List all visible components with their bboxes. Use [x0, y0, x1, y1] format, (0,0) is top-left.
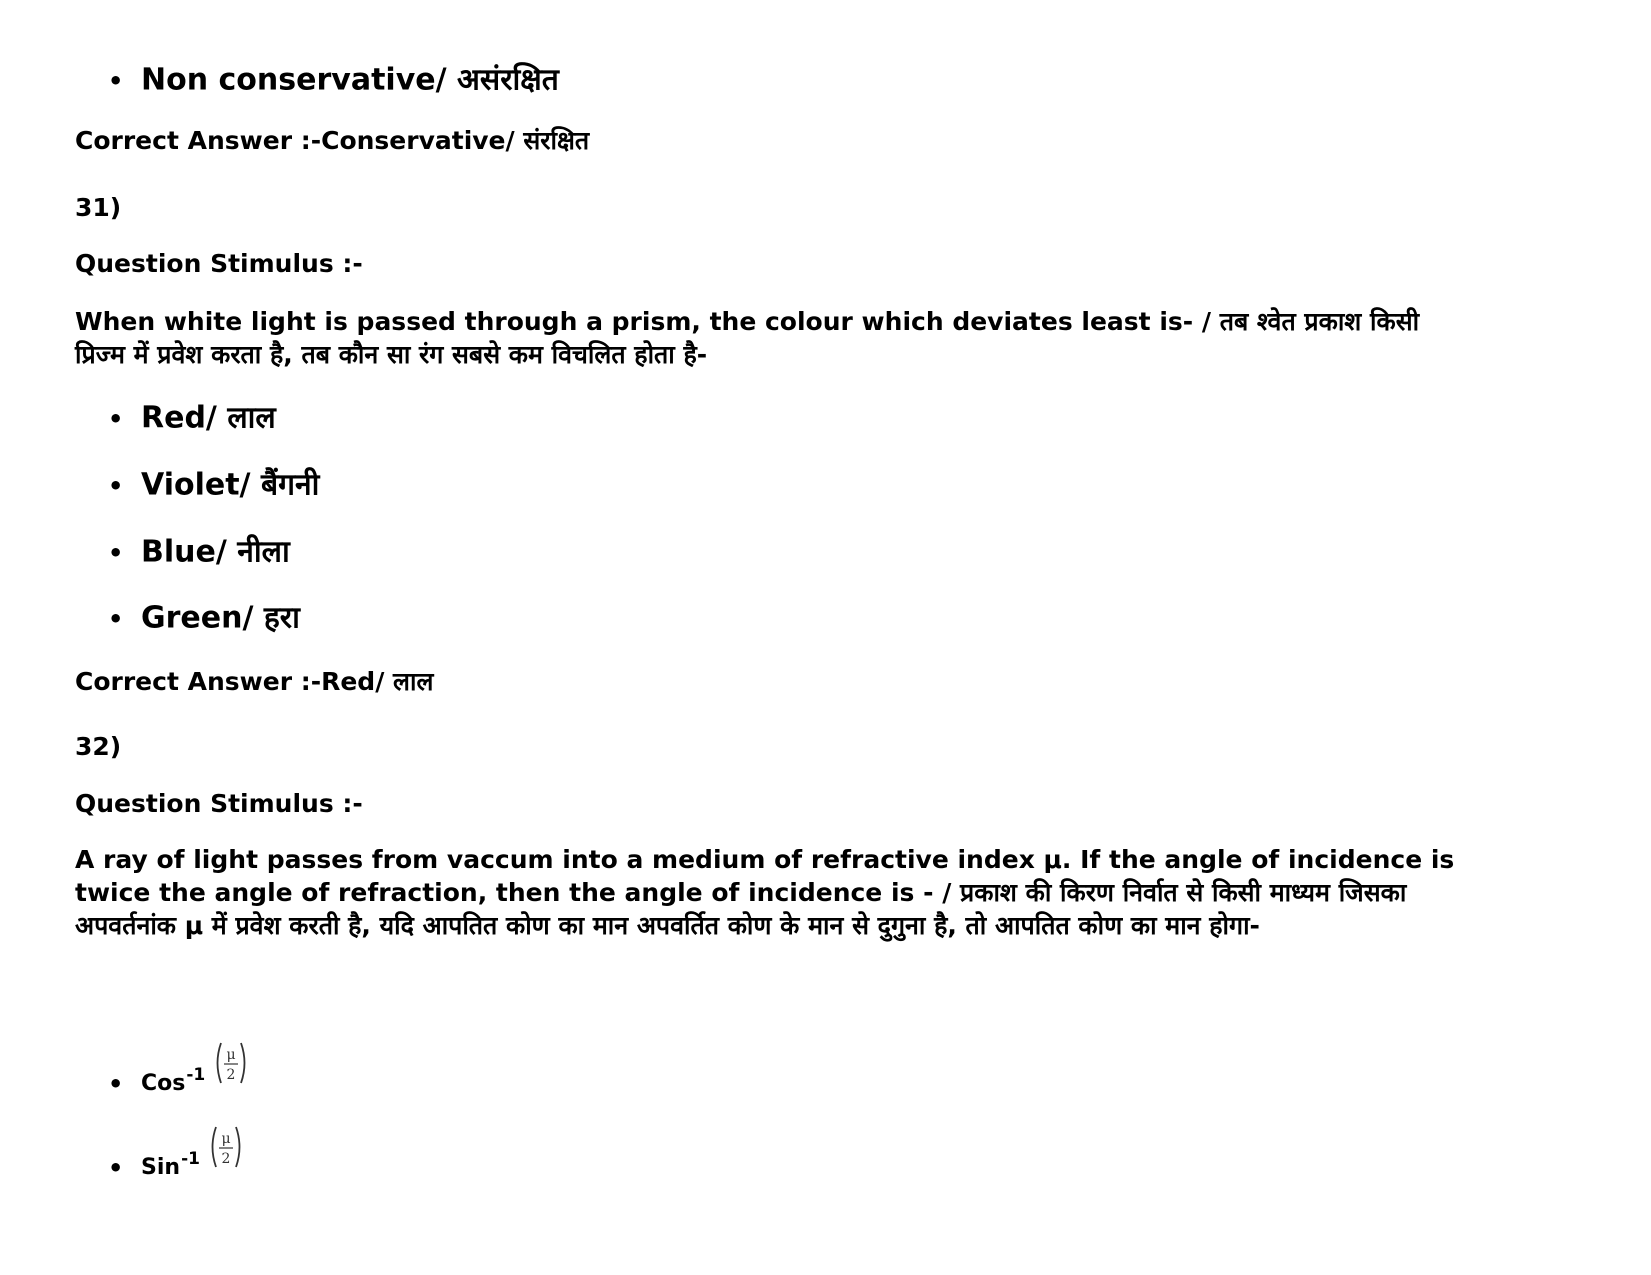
stimulus-line: When white light is passed through a prism, the colour which deviates least is- / तब श्वेत प्रकाश किसी: [75, 307, 1420, 336]
option-text: Blue/ नीला: [141, 534, 290, 570]
option-func: Sin: [141, 1155, 181, 1180]
stimulus-label: Question Stimulus :-: [75, 789, 363, 818]
fraction-denominator: 2: [221, 1151, 231, 1167]
fraction-numerator: μ: [221, 1131, 231, 1147]
option-item: [108, 534, 290, 571]
bullet: •: [108, 538, 124, 567]
option-text: Violet/ बैंगनी: [141, 467, 320, 503]
fraction-mu-over-2-image: [208, 1124, 244, 1170]
question-number: 31): [75, 193, 122, 222]
option-item: [108, 1124, 244, 1188]
correct-answer: Correct Answer :-Red/ लाल: [75, 667, 434, 696]
stimulus-line: अपवर्तनांक μ में प्रवेश करती है, यदि आपतित कोण का मान अपवर्तित कोण के मान से दुगुना है, तो आपतित कोण का मान होगा-: [75, 911, 1260, 940]
stimulus-line: प्रिज्म में प्रवेश करता है, तब कौन सा रंग सबसे कम विचलित होता है-: [75, 340, 708, 369]
fraction-numerator: μ: [226, 1047, 236, 1063]
option-item: [108, 400, 276, 437]
question-number: 32): [75, 732, 122, 761]
bullet: •: [108, 1154, 124, 1182]
bullet: •: [108, 604, 124, 633]
stimulus-line: A ray of light passes from vaccum into a medium of refractive index μ. If the angle of incidence is: [75, 845, 1455, 874]
option-exponent: -1: [181, 1149, 200, 1169]
bullet: •: [108, 471, 124, 500]
option-item: [108, 600, 300, 637]
bullet: •: [108, 404, 124, 433]
option-text: Green/ हरा: [141, 600, 300, 636]
option-text: Red/ लाल: [141, 400, 276, 436]
fraction-mu-over-2-image: [213, 1040, 249, 1086]
bullet: •: [108, 66, 124, 95]
option-item: [108, 467, 319, 504]
option-item: [108, 1040, 249, 1104]
fraction-denominator: 2: [226, 1067, 236, 1083]
option-text: Non conservative/ असंरक्षित: [141, 62, 559, 98]
option-func: Cos: [141, 1071, 186, 1096]
option-item: [108, 62, 559, 99]
correct-answer: Correct Answer :-Conservative/ संरक्षित: [75, 126, 590, 155]
bullet: •: [108, 1070, 124, 1098]
stimulus-line: twice the angle of refraction, then the angle of incidence is - / प्रकाश की किरण निर्वात से किसी माध्यम जिसका: [75, 878, 1407, 907]
option-exponent: -1: [186, 1065, 206, 1085]
stimulus-label: Question Stimulus :-: [75, 249, 363, 278]
question-stimulus: [75, 843, 1595, 942]
question-stimulus: [75, 305, 1595, 371]
